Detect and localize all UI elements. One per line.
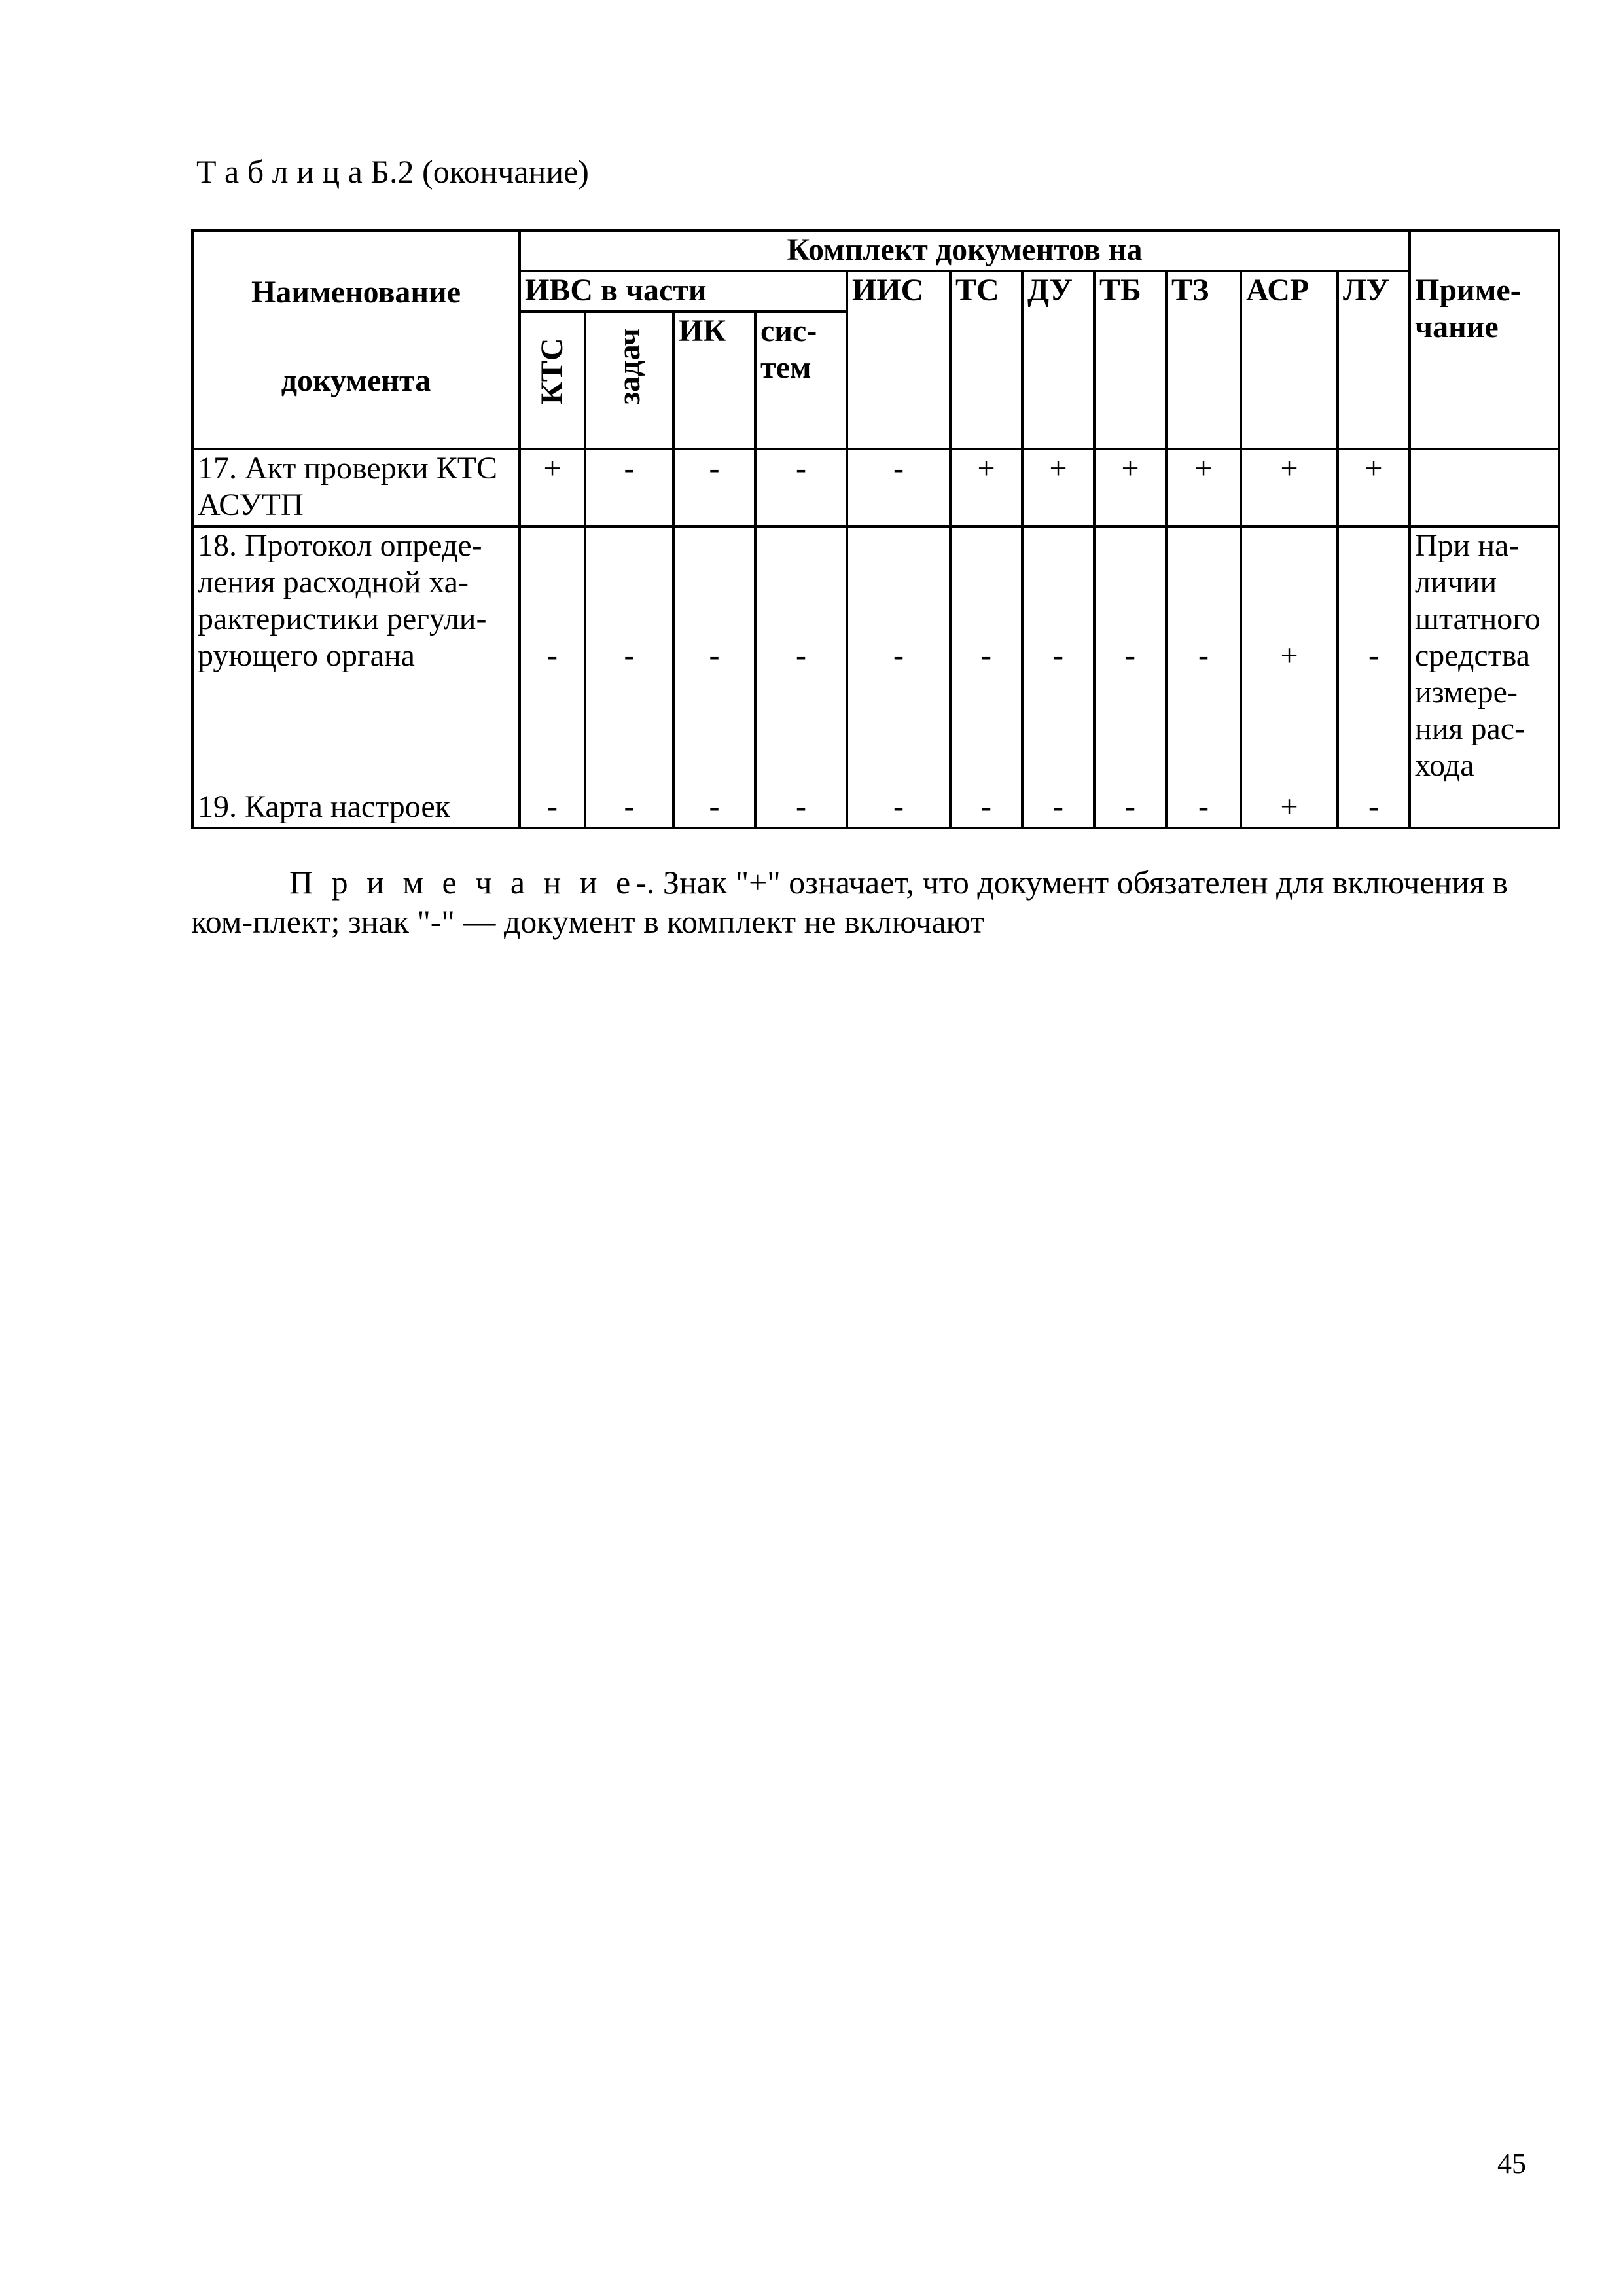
mark: + — [1280, 638, 1298, 673]
cell-ik: - — [673, 449, 755, 526]
cell-zadach — [585, 526, 673, 828]
mark: - — [709, 638, 720, 673]
documents-table — [191, 229, 1560, 829]
row-name: 18. Протокол опреде- ления расходной ха- рактеристики регули- рующего органа — [198, 528, 487, 673]
header-ts: ТС — [950, 271, 1022, 449]
cell-du: + — [1022, 449, 1094, 526]
cell-iis: - — [847, 449, 950, 526]
cell-sistem: - — [755, 449, 847, 526]
mark: - — [1053, 789, 1063, 824]
cell-ts: + — [950, 449, 1022, 526]
mark: - — [981, 789, 991, 824]
mark: + — [1280, 789, 1298, 824]
header-name-line2: документа — [281, 363, 431, 398]
header-document-name — [192, 230, 520, 449]
mark: - — [981, 638, 991, 673]
cell-kts — [520, 526, 585, 828]
mark: - — [1368, 789, 1379, 824]
cell-zadach: - — [585, 449, 673, 526]
mark: - — [1053, 638, 1063, 673]
cell-asr — [1241, 526, 1338, 828]
cell-asr: + — [1241, 449, 1338, 526]
footnote-text: -. Знак "+" означает, что документ обязателен для включения в ком-плект; знак "-" — документ в комплект не включают — [191, 864, 1508, 940]
header-tz: ТЗ — [1166, 271, 1241, 449]
table-caption-label: Т а б л и ц а — [196, 153, 363, 190]
cell-lu: + — [1338, 449, 1410, 526]
table-caption — [196, 152, 589, 191]
row-note — [1410, 449, 1559, 526]
mark: - — [624, 638, 635, 673]
header-kts-text: КТС — [535, 338, 569, 404]
cell-tz — [1166, 526, 1241, 828]
mark: - — [893, 638, 904, 673]
mark: - — [624, 789, 635, 824]
table-footnote — [191, 863, 1513, 941]
header-zadach-text: задач — [611, 328, 647, 404]
mark: - — [1125, 638, 1135, 673]
row-name: 17. Акт проверки КТС АСУТП — [192, 449, 520, 526]
header-kts — [520, 312, 585, 449]
cell-du — [1022, 526, 1094, 828]
table-row — [192, 449, 1559, 526]
header-sistem: сис- тем — [755, 312, 847, 449]
mark: - — [1125, 789, 1135, 824]
header-name-line1: Наименование — [251, 275, 461, 310]
header-set-group: Комплект документов на — [520, 230, 1410, 271]
mark: - — [547, 638, 558, 673]
footnote-label: П р и м е ч а н и е — [289, 864, 636, 901]
header-asr: АСР — [1241, 271, 1338, 449]
page-number: 45 — [1497, 2147, 1526, 2179]
mark: - — [1198, 638, 1209, 673]
mark: - — [709, 789, 720, 824]
mark: - — [1198, 789, 1209, 824]
header-lu: ЛУ — [1338, 271, 1410, 449]
mark: - — [796, 789, 806, 824]
mark: - — [1368, 638, 1379, 673]
cell-sistem — [755, 526, 847, 828]
header-ivs: ИВС в части — [520, 271, 847, 312]
cell-tz: + — [1166, 449, 1241, 526]
mark: - — [796, 638, 806, 673]
cell-ik — [673, 526, 755, 828]
cell-kts: + — [520, 449, 585, 526]
mark: - — [547, 789, 558, 824]
header-note: Приме- чание — [1410, 230, 1559, 449]
row-note: При на- личии штатного средства измере- ния рас- хода — [1410, 526, 1559, 828]
table-row — [192, 526, 1559, 828]
header-ik: ИК — [673, 312, 755, 449]
header-tb: ТБ — [1094, 271, 1166, 449]
header-iis: ИИС — [847, 271, 950, 449]
cell-lu — [1338, 526, 1410, 828]
mark: - — [893, 789, 904, 824]
header-du: ДУ — [1022, 271, 1094, 449]
cell-ts — [950, 526, 1022, 828]
table-caption-rest: Б.2 (окончание) — [362, 153, 589, 190]
cell-tb: + — [1094, 449, 1166, 526]
row-name-stack — [192, 526, 520, 828]
cell-iis — [847, 526, 950, 828]
header-zadach — [585, 312, 673, 449]
cell-tb — [1094, 526, 1166, 828]
row-name: 19. Карта настроек — [198, 789, 450, 824]
